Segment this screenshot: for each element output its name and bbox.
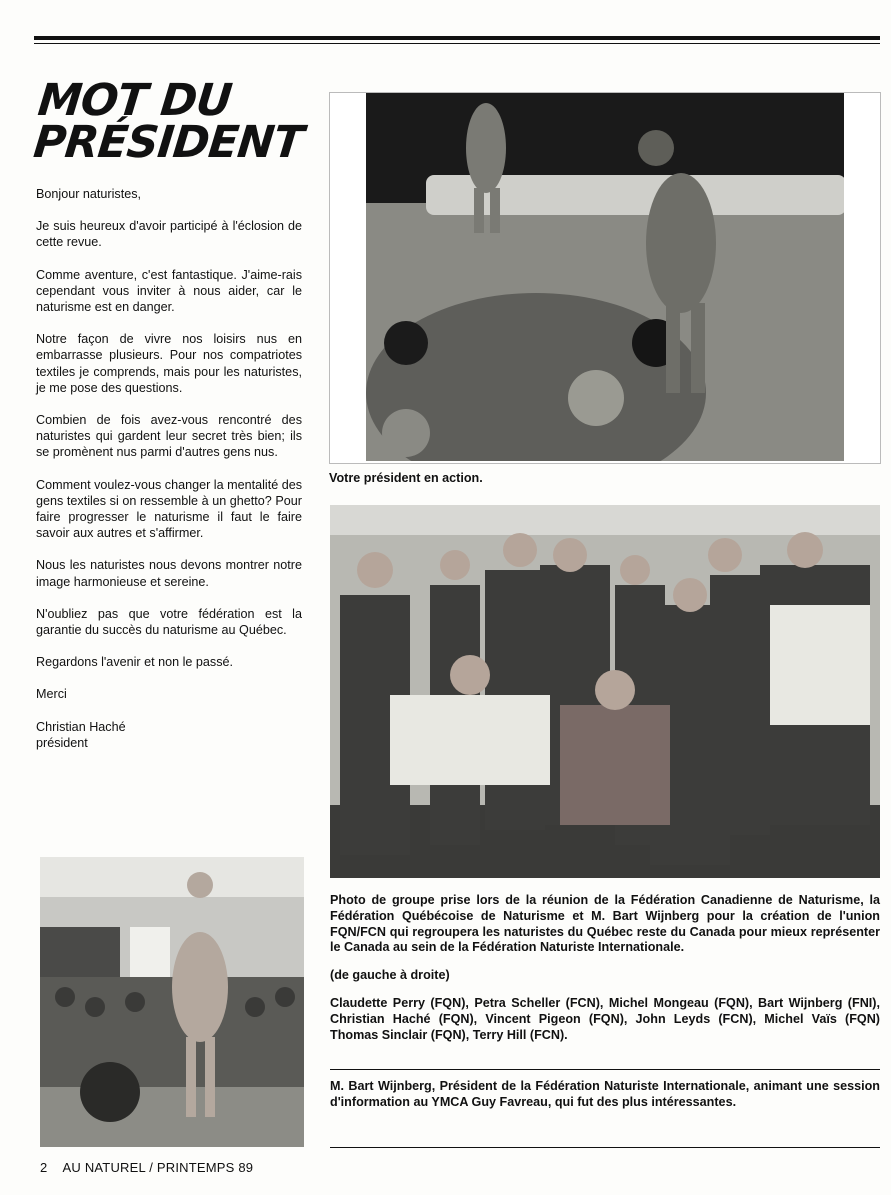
group-caption-order: (de gauche à droite) — [330, 968, 450, 983]
letter-paragraph: Notre façon de vivre nos loisirs nus en embarrasse plusieurs. Pour nos compatriotes textiles je comprends, mais pour les naturistes, je me pose des questions. — [36, 332, 302, 395]
top-rule-thin — [34, 43, 880, 44]
caption-divider — [330, 1069, 880, 1070]
letter-paragraph: Merci — [36, 687, 67, 702]
page-title: MOT DU PRÉSIDENT — [31, 75, 306, 168]
letter-paragraph: Je suis heureux d'avoir participé à l'éclosion de cette revue. — [36, 219, 302, 250]
gym-caption: M. Bart Wijnberg, Président de la Fédération Naturiste Internationale, animant une session d'information au YMCA Guy Favreau, qui fut des plus intéressantes. — [330, 1079, 880, 1109]
group-caption — [330, 893, 880, 1055]
letter-paragraph: Nous les naturistes nous devons montrer notre image harmonieuse et sereine. — [36, 558, 302, 589]
bottom-rule — [330, 1147, 880, 1148]
publication-name: AU NATUREL / PRINTEMPS 89 — [62, 1160, 254, 1175]
group-caption-text: Photo de groupe prise lors de la réunion de la Fédération Canadienne de Naturisme, la Fédération Québécoise de Naturisme et M. Bart Wijnberg pour la création de l'union FQN/FCN qui regroupera les naturistes du Québec reste du Canada pour mieux représenter le Canada au sein de la Fédération Naturiste Internationale. — [330, 893, 880, 955]
top-rule — [34, 36, 880, 40]
signature-title: président — [36, 735, 88, 750]
group-photo — [330, 505, 880, 878]
letter-paragraph: Regardons l'avenir et non le passé. — [36, 655, 234, 670]
letter-paragraph: Comment voulez-vous changer la mentalité des gens textiles si on ressemble à un ghetto? Pour faire progresser le naturisme il faut le faire savoir aux autres et s'affirmer. — [36, 477, 302, 541]
letter-paragraph: Bonjour naturistes, — [36, 187, 142, 201]
group-caption-names: Claudette Perry (FQN), Petra Scheller (FCN), Michel Mongeau (FQN), Bart Wijnberg (FNI), Christian Haché (FQN), Vincent Pigeon (FQN), John Leyds (FCN), Michel Vaïs (FQN) Thomas Sinclair (FQN), Terry Hill (FCN). — [330, 995, 880, 1042]
signature-name: Christian Haché — [36, 719, 126, 734]
letter-paragraph: Comme aventure, c'est fantastique. J'aime-rais cependant vous inviter à nous aider, car le naturisme est en danger. — [36, 267, 302, 315]
page-number: 2 — [40, 1160, 48, 1175]
gym-photo — [40, 857, 304, 1147]
letter-paragraph: Combien de fois avez-vous rencontré des naturistes qui gardent leur secret très bien; ils se promènent nus parmi d'autres gens nus. — [36, 413, 302, 460]
beach-photo — [329, 92, 881, 464]
page-footer — [40, 1160, 253, 1175]
letter-paragraph: N'oubliez pas que votre fédération est la garantie du succès du naturisme au Québec. — [36, 606, 302, 638]
president-letter — [36, 186, 302, 751]
beach-caption: Votre président en action. — [329, 471, 483, 485]
